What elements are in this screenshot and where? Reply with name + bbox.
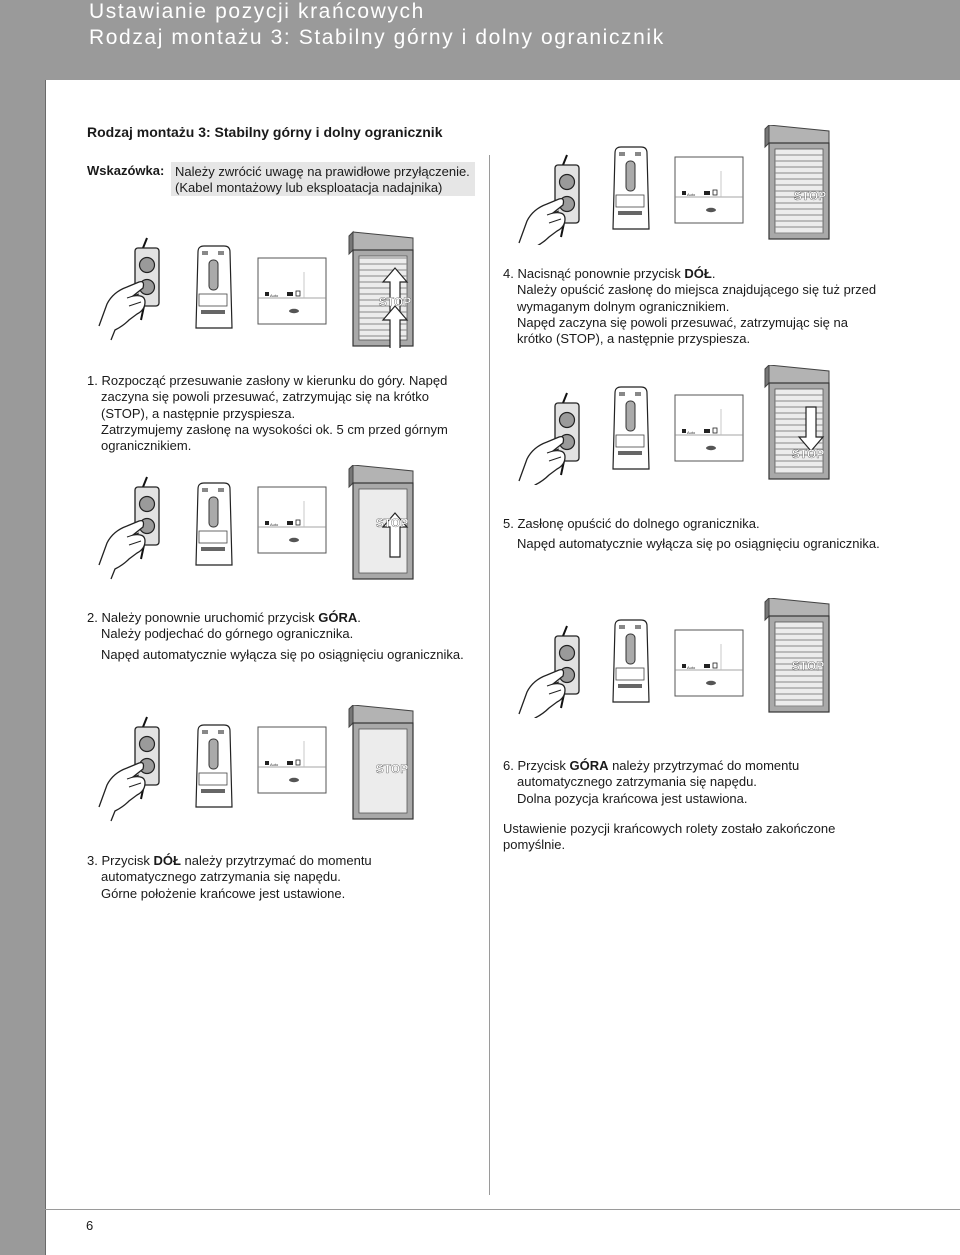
step-4-line-4: Napęd zaczyna się powoli przesuwać, zatrzymując się na [517,314,848,330]
step-5-text [503,516,880,553]
remote-control-icon [196,483,232,565]
step-6-line-1: 6. Przycisk GÓRA należy przytrzymać do momentu [503,758,800,773]
step-1-text [87,373,448,454]
stop-label: STOP [378,295,412,309]
receiver-auto-label: Auto [687,192,696,197]
figure-step-3 [95,705,435,825]
roller-shutter-window-icon [765,125,829,239]
receiver-unit-icon [675,630,743,696]
stop-label: STOP [791,659,825,673]
header-title-line2: Rodzaj montażu 3: Stabilny górny i dolny ogranicznik [89,26,665,49]
step-3-text [87,853,372,902]
hint-label: Wskazówka: [87,163,165,178]
hand-pressing-up-icon [99,282,145,340]
stop-label: STOP [375,516,409,530]
step-3-line-2: automatycznego zatrzymania się napędu. [101,869,341,885]
remote-control-icon [613,387,649,469]
step-6-text [503,758,835,853]
receiver-unit-icon [258,487,326,553]
receiver-auto-label: Auto [687,430,696,435]
remote-control-icon [613,620,649,702]
step-3-line-3: Górne położenie krańcowe jest ustawione. [101,885,346,901]
header-title-line1: Ustawianie pozycji krańcowych [89,0,425,23]
final-note-line-2: pomyślnie. [503,837,566,853]
remote-control-icon [196,246,232,328]
step-4-line-2: Należy opuścić zasłonę do miejsca znajdującego się tuż przed [517,282,877,298]
step-4-line-1: 4. Nacisnąć ponownie przycisk DÓŁ. [503,266,716,281]
step-5-line-1: 5. Zasłonę opuścić do dolnego ogranicznika. [503,516,760,531]
column-divider [489,155,490,1195]
step-4-line-3: wymaganym dolnym ogranicznikiem. [517,298,730,314]
key-dol: DÓŁ [684,266,712,281]
figure-step-1 [95,228,435,348]
hand-pressing-up-icon [99,521,145,579]
receiver-auto-label: Auto [270,522,279,527]
step-6-line-3: Dolna pozycja krańcowa jest ustawiona. [517,790,748,806]
remote-control-icon [196,725,232,807]
hint-line-1: Należy zwrócić uwagę na prawidłowe przyłączenie. [175,164,470,179]
left-border-line [45,80,46,1255]
receiver-unit-icon [258,727,326,793]
stop-label: STOP [793,189,827,203]
step-3-line-1: 3. Przycisk DÓŁ należy przytrzymać do momentu [87,853,372,868]
step-4-text [503,266,876,347]
step-6-line-2: automatycznego zatrzymania się napędu. [517,774,757,790]
key-gora: GÓRA [318,610,358,625]
key-gora: GÓRA [569,758,609,773]
figure-step-4 [515,125,855,245]
step-5-line-2: Napęd automatycznie wyłącza się po osiągnięciu ogranicznika. [517,536,880,552]
roller-shutter-window-icon [765,598,829,712]
step-1-line-2: zaczyna się powoli przesuwać, zatrzymując się na krótko [101,389,430,405]
receiver-unit-icon [675,157,743,223]
page-header [0,0,960,80]
key-dol: DÓŁ [153,853,181,868]
stop-label: STOP [375,762,409,776]
step-2-text [87,610,464,663]
step-1-line-3: (STOP), a następnie przyspiesza. [101,405,296,421]
hand-pressing-up-icon [519,670,565,718]
receiver-auto-label: Auto [687,665,696,670]
page-number: 6 [86,1218,94,1233]
hint-line-2: (Kabel montażowy lub eksploatacja nadajnika) [175,180,443,195]
figure-step-6 [515,598,855,718]
step-1-line-5: ogranicznikiem. [101,438,192,454]
remote-control-icon [613,147,649,229]
receiver-auto-label: Auto [270,762,279,767]
figure-step-5 [515,365,855,485]
footer-divider [45,1209,960,1210]
step-1-line-1: 1. Rozpocząć przesuwanie zasłony w kierunku do góry. Napęd [87,373,448,388]
section-title: Rodzaj montażu 3: Stabilny górny i dolny ogranicznik [87,124,443,140]
left-margin-bar [0,80,45,1255]
step-2-line-3: Napęd automatycznie wyłącza się po osiągnięciu ogranicznika. [101,646,464,662]
step-1-line-4: Zatrzymujemy zasłonę na wysokości ok. 5 cm przed górnym [101,421,448,437]
hand-pressing-down-icon [519,437,565,485]
step-4-line-5: krótko (STOP), a następnie przyspiesza. [517,331,751,347]
step-2-line-1: 2. Należy ponownie uruchomić przycisk GÓRA. [87,610,361,625]
step-2-line-2: Należy podjechać do górnego ogranicznika. [101,626,354,642]
receiver-unit-icon [258,258,326,324]
hand-pressing-down-icon [519,199,565,245]
stop-label: STOP [791,447,825,461]
roller-shutter-window-icon [765,365,829,479]
hand-pressing-down-icon [99,763,145,821]
roller-shutter-window-icon [349,232,413,346]
final-note-line-1: Ustawienie pozycji krańcowych rolety zostało zakończone [503,820,836,836]
receiver-auto-label: Auto [270,293,279,298]
figure-step-2 [95,465,435,585]
receiver-unit-icon [675,395,743,461]
